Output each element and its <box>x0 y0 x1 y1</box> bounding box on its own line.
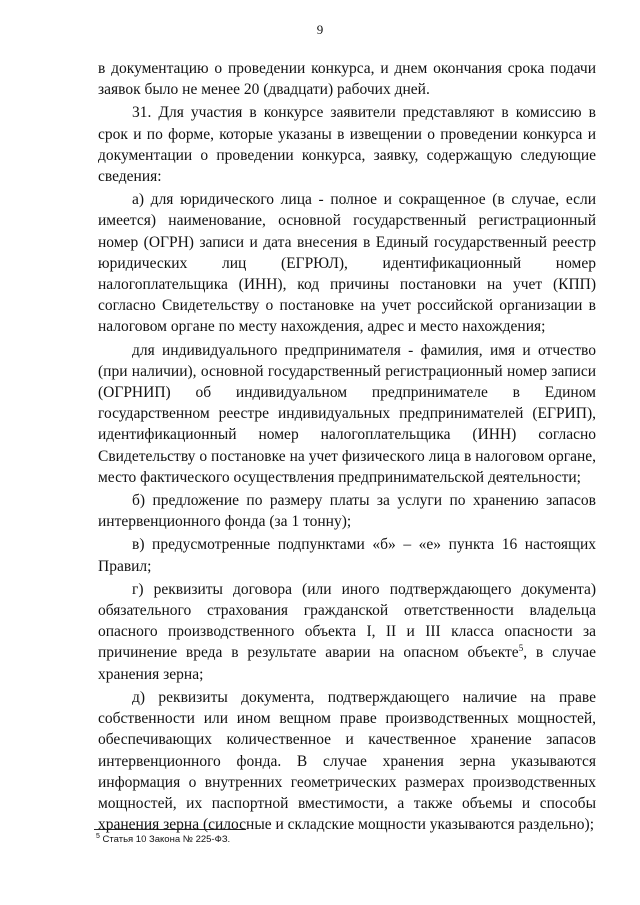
paragraph-continuation: в документацию о проведении конкурса, и днем окончания срока подачи заявок было не менее 20 (двадцати) рабочих дней. <box>98 60 596 99</box>
footnote-reference[interactable]: 5 <box>518 643 524 654</box>
paragraph-b-fee-proposal: б) предложение по размеру платы за услуги по хранению запасов интервенционного фонда (за 1 тонну); <box>98 492 596 531</box>
document-body <box>98 58 596 837</box>
paragraph-v-subclauses: в) предусмотренные подпунктами «б» – «е» пункта 16 настоящих Правил; <box>98 536 596 575</box>
paragraph-individual-entrepreneur: для индивидуального предпринимателя - фамилия, имя и отчество (при наличии), основной государственный регистрационный номер записи (ОГРНИП) об индивидуальном предпринимателе в Едином государственном реестре индивидуальных предпринимателей (ЕГРИП), идентификационный номер налогоплательщика (ИНН) согласно Свидетельству о постановке на учет физического лица в налоговом органе, место фактического осуществления предпринимательской деятельности; <box>98 341 596 486</box>
paragraph-g-text: г) реквизиты договора (или иного подтверждающего документа) обязательного страхования гражданской ответственности владельца опасного производственного объекта I, II и III класса опасности за причинение вреда в результате аварии на опасном объекте <box>98 580 596 662</box>
paragraph-31: 31. Для участия в конкурсе заявители представляют в комиссию в срок и по форме, которые указаны в извещении о проведении конкурса и документации о проведении конкурса, заявку, содержащую следующие сведения: <box>98 104 596 186</box>
paragraph-g-tail: , в случае хранения зерна; <box>98 644 596 683</box>
paragraph-g-insurance <box>98 579 596 685</box>
page-number: 9 <box>316 22 324 37</box>
footnote <box>96 834 230 845</box>
paragraph-a-legal-entity: а) для юридического лица - полное и сокращенное (в случае, если имеется) наименование, основной государственный регистрационный номер (ОГРН) записи и дата внесения в Единый государственный реестр юридических лиц (ЕГРЮЛ), идентификационный номер налогоплательщика (ИНН), код причины постановки на учет (КПП) согласно Свидетельству о постановке на учет российской организации в налоговом органе по месту нахождения, адрес и место нахождения; <box>98 191 596 336</box>
paragraph-d-ownership: д) реквизиты документа, подтверждающего наличие на праве собственности или ином вещном праве производственных мощностей, обеспечивающих количественное и качественное хранение запасов интервенционного фонда. В случае хранения зерна указываются информация о внутренних геометрических размерах производственных мощностей, их паспортной вместимости, а также объемы и способы хранения зерна (силосные и складские мощности указываются раздельно); <box>98 688 596 834</box>
footnote-text: Статья 10 Закона № 225-ФЗ. <box>99 834 231 845</box>
footnote-divider <box>94 829 246 830</box>
footnote-marker: 5 <box>96 832 100 840</box>
